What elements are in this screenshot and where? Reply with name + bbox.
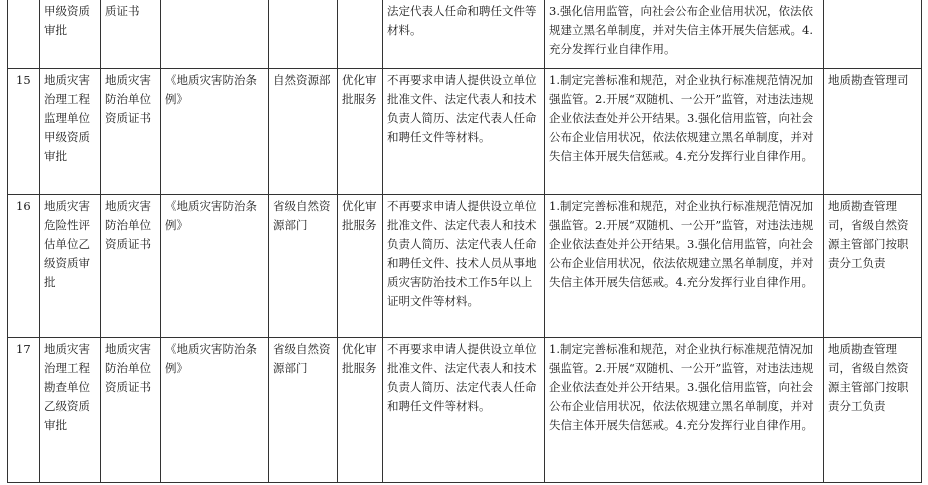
reform-content-cell: 不再要求申请人提供设立单位批准文件、法定代表人和技术负责人简历、法定代表人任命和聘任文件等材料。 — [383, 337, 545, 482]
responsible-org-cell: 地质勘查管理司，省级自然资源主管部门按职责分工负责 — [824, 337, 922, 482]
legal-basis-cell: 《地质灾害防治条例》 — [161, 337, 269, 482]
approval-department-cell — [269, 0, 338, 68]
reform-content-cell: 不再要求申请人提供设立单位批准文件、法定代表人和技术负责人简历、法定代表人任命和聘任文件、技术人员从事地质灾害防治技术工作5年以上证明文件等材料。 — [383, 194, 545, 337]
approval-department-cell: 自然资源部 — [269, 68, 338, 194]
table-row — [8, 68, 922, 194]
document-page — [7, 0, 921, 485]
supervision-measures-cell: 1.制定完善标准和规范，对企业执行标准规范情况加强监管。2.开展“双随机、一公开”监管，对违法违规企业依法查处并公开结果。3.强化信用监管，向社会公布企业信用状况，依法依规建立黑名单制度，并对失信主体开展失信惩戒。4.充分发挥行业自律作用。 — [545, 68, 824, 194]
item-name-cell: 地质灾害危险性评估单位乙级资质审批 — [40, 194, 101, 337]
approval-department-cell: 省级自然资源部门 — [269, 194, 338, 337]
row-number-cell — [8, 0, 40, 68]
reform-method-cell: 优化审批服务 — [338, 68, 383, 194]
table-row — [8, 337, 922, 482]
reform-method-cell — [338, 0, 383, 68]
certificate-cell: 地质灾害防治单位资质证书 — [101, 337, 161, 482]
reform-method-cell: 优化审批服务 — [338, 337, 383, 482]
table-row — [8, 194, 922, 337]
reform-content-cell: 不再要求申请人提供设立单位批准文件、法定代表人和技术负责人简历、法定代表人任命和聘任文件等材料。 — [383, 68, 545, 194]
responsible-org-cell — [824, 0, 922, 68]
supervision-measures-cell: 1.制定完善标准和规范，对企业执行标准规范情况加强监管。2.开展“双随机、一公开”监管，对违法违规企业依法查处并公开结果。3.强化信用监管，向社会公布企业信用状况，依法依规建立黑名单制度，并对失信主体开展失信惩戒。4.充分发挥行业自律作用。 — [545, 194, 824, 337]
legal-basis-cell — [161, 0, 269, 68]
reform-content-cell: 法定代表人任命和聘任文件等材料。 — [383, 0, 545, 68]
reform-method-cell: 优化审批服务 — [338, 194, 383, 337]
row-number-cell: 15 — [8, 68, 40, 194]
responsible-org-cell: 地质勘查管理司 — [824, 68, 922, 194]
reform-items-table — [7, 0, 922, 483]
row-number-cell: 16 — [8, 194, 40, 337]
supervision-measures-cell: 1.制定完善标准和规范，对企业执行标准规范情况加强监管。2.开展“双随机、一公开”监管，对违法违规企业依法查处并公开结果。3.强化信用监管，向社会公布企业信用状况，依法依规建立黑名单制度，并对失信主体开展失信惩戒。4.充分发挥行业自律作用。 — [545, 337, 824, 482]
legal-basis-cell: 《地质灾害防治条例》 — [161, 68, 269, 194]
table-row — [8, 0, 922, 68]
approval-department-cell: 省级自然资源部门 — [269, 337, 338, 482]
item-name-cell: 地质灾害治理工程勘查单位乙级资质审批 — [40, 337, 101, 482]
item-name-cell: 地质灾害治理工程监理单位甲级资质审批 — [40, 68, 101, 194]
legal-basis-cell: 《地质灾害防治条例》 — [161, 194, 269, 337]
supervision-measures-cell: 3.强化信用监管，向社会公布企业信用状况，依法依规建立黑名单制度，并对失信主体开展失信惩戒。4.充分发挥行业自律作用。 — [545, 0, 824, 68]
row-number-cell: 17 — [8, 337, 40, 482]
responsible-org-cell: 地质勘查管理司，省级自然资源主管部门按职责分工负责 — [824, 194, 922, 337]
certificate-cell: 质证书 — [101, 0, 161, 68]
certificate-cell: 地质灾害防治单位资质证书 — [101, 194, 161, 337]
certificate-cell: 地质灾害防治单位资质证书 — [101, 68, 161, 194]
item-name-cell: 甲级资质审批 — [40, 0, 101, 68]
